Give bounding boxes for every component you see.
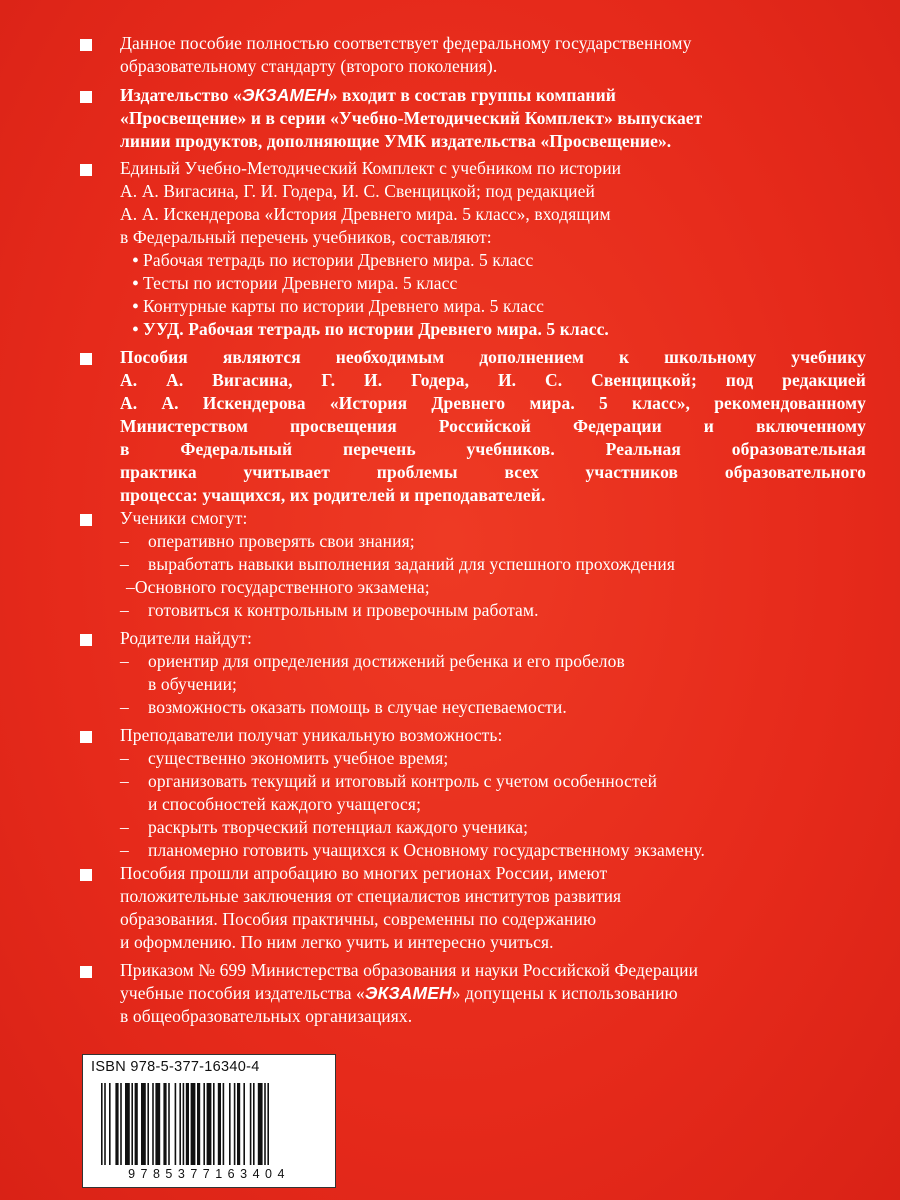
brand-name: ЭКЗАМЕН <box>241 85 329 105</box>
barcode-stripe <box>104 1083 106 1165</box>
list-item <box>120 747 448 770</box>
list-item-text: Основного государственного экзамена; <box>134 577 430 597</box>
text-line: процесса: учащихся, их родителей и преподавателей. <box>120 485 546 505</box>
barcode-digits: 9785377163404 <box>128 1167 290 1181</box>
barcode-stripe <box>218 1083 221 1165</box>
text-line: А. А. Вигасина, Г. И. Годера, И. С. Свенцицкой; под редакцией <box>120 181 595 201</box>
list-item-text: оперативно проверять свои знания; <box>148 531 415 551</box>
list-item <box>128 318 609 341</box>
list-item-text: УУД. Рабочая тетрадь по истории Древнего мира. 5 класс. <box>143 319 609 339</box>
barcode-stripe <box>250 1083 252 1165</box>
barcode-stripe <box>258 1083 263 1165</box>
text-fragment: » допущены к использованию <box>451 983 678 1003</box>
text-line: положительные заключения от специалистов институтов развития <box>120 886 622 906</box>
barcode-stripe <box>223 1083 225 1165</box>
barcode-stripe <box>229 1083 231 1165</box>
dash-bullet-icon: – <box>120 651 129 671</box>
text-line: «Просвещение» и в серии «Учебно-Методический Комплект» выпускает <box>120 108 703 128</box>
text-line: Пособия прошли апробацию во многих регионах России, имеют <box>120 863 608 883</box>
list-item-text: Рабочая тетрадь по истории Древнего мира. 5 класс <box>143 250 534 270</box>
isbn-label: ISBN 978-5-377-16340-4 <box>91 1059 260 1075</box>
barcode-stripe <box>179 1083 181 1165</box>
barcode-stripe <box>131 1083 133 1165</box>
list-item <box>120 530 415 553</box>
dot-bullet-icon: • <box>132 250 139 270</box>
list-item <box>120 553 675 576</box>
list-item <box>128 249 533 272</box>
text-line: практика учитывает проблемы всех участников образовательного <box>120 462 866 482</box>
barcode-stripe <box>141 1083 146 1165</box>
text-line: в Федеральный перечень учебников. Реальная образовательная <box>120 439 866 459</box>
list-item-text: существенно экономить учебное время; <box>148 748 449 768</box>
list-item <box>120 599 539 622</box>
square-bullet-icon <box>80 353 92 365</box>
barcode-stripe <box>135 1083 138 1165</box>
isbn-barcode <box>82 1054 336 1188</box>
barcode-stripe <box>267 1083 269 1165</box>
dash-bullet-icon: – <box>120 697 129 717</box>
text-line: Ученики смогут: <box>120 508 248 528</box>
barcode-stripe <box>120 1083 122 1165</box>
square-bullet-icon <box>80 514 92 526</box>
barcode-stripe <box>147 1083 149 1165</box>
barcode-stripe <box>168 1083 170 1165</box>
text-line: Преподаватели получат уникальную возможность: <box>120 725 503 745</box>
text-fragment: Издательство « <box>120 85 242 105</box>
text-line: образования. Пособия практичны, современны по содержанию <box>120 909 597 929</box>
text-line: линии продуктов, дополняющие УМК издательства «Просвещение». <box>120 131 672 151</box>
barcode-stripe <box>264 1083 266 1165</box>
text-line: в Федеральный перечень учебников, составляют: <box>120 227 492 247</box>
barcode-stripe <box>237 1083 240 1165</box>
list-item-text: организовать текущий и итоговый контроль с учетом особенностей <box>148 771 658 791</box>
list-item-text: Контурные карты по истории Древнего мира. 5 класс <box>143 296 545 316</box>
dash-bullet-icon: – <box>120 600 129 620</box>
text-line <box>120 982 678 1005</box>
barcode-stripe <box>243 1083 245 1165</box>
square-bullet-icon <box>80 731 92 743</box>
text-line: А. А. Искендерова «История Древнего мира. 5 класс», входящим <box>120 204 611 224</box>
list-item-text: Тесты по истории Древнего мира. 5 класс <box>143 273 458 293</box>
list-item-text: ориентир для определения достижений ребенка и его пробелов <box>148 651 625 671</box>
brand-name: ЭКЗАМЕН <box>364 983 452 1003</box>
square-bullet-icon <box>80 39 92 51</box>
text-line: в обучении; <box>148 674 238 694</box>
text-line: и оформлению. По ним легко учить и интересно учиться. <box>120 932 554 952</box>
text-line: и способностей каждого учащегося; <box>148 794 422 814</box>
list-item-text: возможность оказать помощь в случае неуспеваемости. <box>148 697 567 717</box>
barcode-stripe <box>234 1083 236 1165</box>
text-line: Пособия являются необходимым дополнением к школьному учебнику <box>120 347 866 367</box>
dash-bullet-icon: – <box>120 748 129 768</box>
list-item-text: выработать навыки выполнения заданий для успешного прохождения <box>148 554 676 574</box>
list-item <box>126 576 430 599</box>
text-line: Единый Учебно-Методический Комплект с учебником по истории <box>120 158 622 178</box>
square-bullet-icon <box>80 869 92 881</box>
dot-bullet-icon: • <box>132 296 139 316</box>
barcode-stripe <box>155 1083 160 1165</box>
text-line: Министерством просвещения Российской Федерации и включенному <box>120 416 866 436</box>
barcode-stripe <box>101 1083 103 1165</box>
list-item-text: планомерно готовить учащихся к Основному государственному экзамену. <box>148 840 705 860</box>
dot-bullet-icon: • <box>132 319 139 339</box>
dash-bullet-icon: – <box>120 531 129 551</box>
barcode-bars <box>99 1083 323 1165</box>
text-line: А. А. Вигасина, Г. И. Годера, И. С. Свенцицкой; под редакцией <box>120 370 866 390</box>
text-line: образовательному стандарту (второго поколения). <box>120 56 498 76</box>
barcode-stripe <box>109 1083 111 1165</box>
list-item <box>120 816 528 839</box>
barcode-stripe <box>213 1083 215 1165</box>
square-bullet-icon <box>80 91 92 103</box>
barcode-stripe <box>186 1083 189 1165</box>
barcode-stripe <box>163 1083 166 1165</box>
barcode-stripe <box>175 1083 177 1165</box>
dash-bullet-icon: – <box>120 840 129 860</box>
barcode-stripe <box>207 1083 212 1165</box>
barcode-stripe <box>183 1083 185 1165</box>
barcode-stripe <box>203 1083 205 1165</box>
list-item-text: готовиться к контрольным и проверочным работам. <box>148 600 539 620</box>
text-line: Данное пособие полностью соответствует федеральному государственному <box>120 33 692 53</box>
text-line: Родители найдут: <box>120 628 252 648</box>
barcode-stripe <box>152 1083 154 1165</box>
text-fragment: » входит в состав группы компаний <box>328 85 616 105</box>
square-bullet-icon <box>80 634 92 646</box>
barcode-stripe <box>125 1083 130 1165</box>
list-item <box>120 696 567 719</box>
dash-bullet-icon: – <box>120 771 129 791</box>
text-line: А. А. Искендерова «История Древнего мира. 5 класс», рекомендованному <box>120 393 866 413</box>
dash-bullet-icon: – <box>120 554 129 574</box>
list-item-text: раскрыть творческий потенциал каждого ученика; <box>148 817 529 837</box>
text-fragment: учебные пособия издательства « <box>120 983 365 1003</box>
dash-bullet-icon: – <box>120 817 129 837</box>
square-bullet-icon <box>80 966 92 978</box>
text-line <box>120 84 616 107</box>
square-bullet-icon <box>80 164 92 176</box>
list-item <box>128 295 544 318</box>
barcode-stripe <box>253 1083 255 1165</box>
list-item <box>120 839 705 862</box>
text-line: Приказом № 699 Министерства образования и науки Российской Федерации <box>120 960 699 980</box>
list-item <box>120 770 657 793</box>
barcode-stripe <box>191 1083 196 1165</box>
text-line: в общеобразовательных организациях. <box>120 1006 413 1026</box>
list-item <box>120 650 625 673</box>
list-item <box>128 272 457 295</box>
barcode-stripe <box>115 1083 118 1165</box>
barcode-stripe <box>197 1083 200 1165</box>
dot-bullet-icon: • <box>132 273 139 293</box>
dash-bullet-icon: – <box>126 577 135 597</box>
